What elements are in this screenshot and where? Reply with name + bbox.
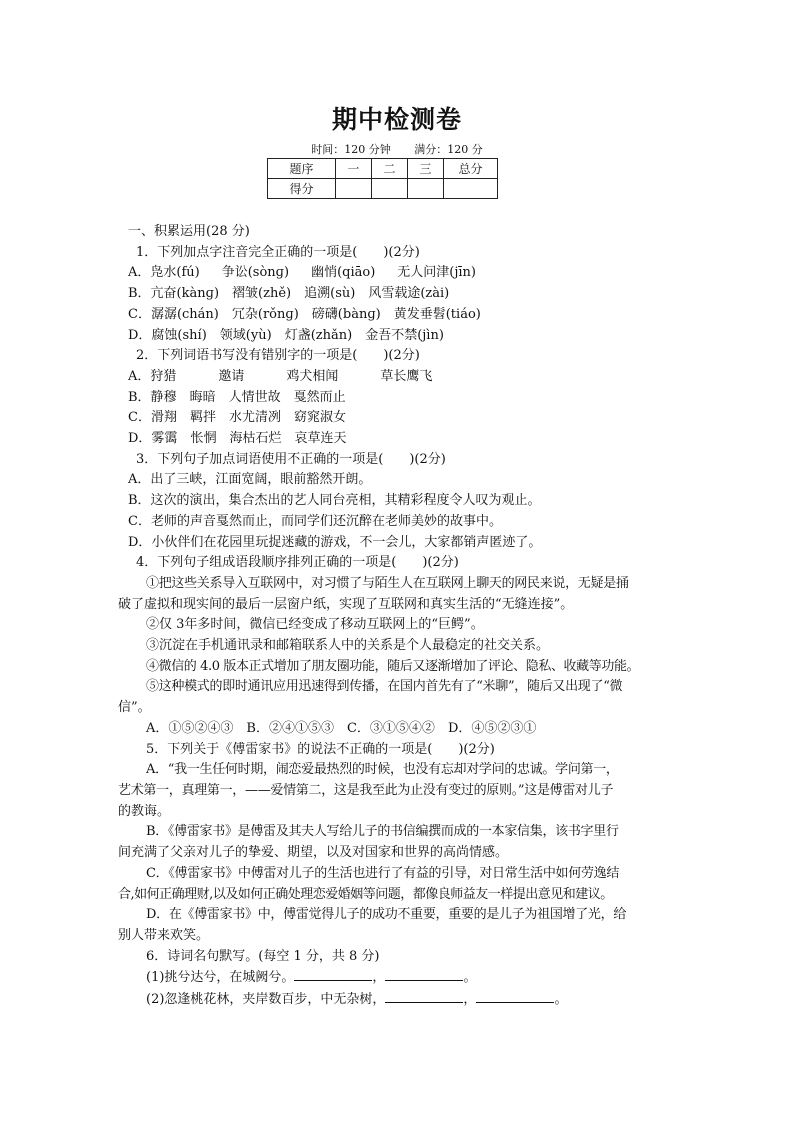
sentence-1-cont: 破了虚拟和现实间的最后一层窗户纸，实现了互联网和真实生活的“无缝连接”。 [118, 596, 574, 612]
poem-line-2 [118, 989, 680, 1011]
option-b: B．②④①⑤③ [246, 720, 334, 736]
poem-text: (1)挑兮达兮，在城阙兮。 [146, 970, 295, 986]
score-cell[interactable] [372, 179, 408, 199]
question-stem: 6．诗词名句默写。(每空 1 分，共 8 分) [146, 948, 380, 964]
option-c [118, 305, 680, 326]
option-text: A．凫水(fú) [128, 265, 200, 281]
option-text: 金吾不禁(jìn) [365, 327, 444, 343]
sentence-5: ⑤这种模式的即时通讯应用迅速得到传播，在国内首先有了“米聊”，随后又出现了“微 [146, 679, 623, 695]
question-stem: 3．下列句子加点词语使用不正确的一项是( )(2分) [136, 451, 446, 467]
option-text: 怅惘 [190, 431, 217, 447]
poem-line-1 [118, 967, 680, 989]
option-c-cont: 合,如何正确理财,以及如何正确处理恋爱婚姻等问题，都像良师益友一样提出意见和建议。 [118, 886, 613, 902]
poem-punct: 。 [463, 970, 477, 986]
score-table-header-row [268, 159, 498, 179]
question-stem: 1．下列加点字注音完全正确的一项是( )(2分) [136, 244, 420, 260]
poem-punct: 。 [554, 992, 568, 1008]
option-text: 褶皱(zhě) [232, 286, 292, 302]
score-cell[interactable] [336, 179, 372, 199]
score-table-score-row [268, 179, 498, 199]
score-cell[interactable] [408, 179, 444, 199]
option-c: C．老师的声音戛然而止，而同学们还沉醉在老师美妙的故事中。 [128, 513, 502, 529]
option-text: 草长鹰飞 [380, 368, 433, 384]
page-title: 期中检测卷 [331, 105, 462, 134]
option-text: D．雾霭 [128, 431, 178, 447]
answer-blank[interactable] [476, 989, 554, 1003]
score-table [267, 158, 498, 199]
question-stem: 2．下列词语书写没有错别字的一项是( )(2分) [136, 348, 420, 364]
option-text: 羁拌 [189, 410, 216, 426]
option-c: C．《傅雷家书》中傅雷对儿子的生活也进行了有益的引导，对日常生活中如何劳逸结 [146, 865, 620, 881]
option-text: 磅礴(bànɡ) [311, 306, 381, 322]
option-text: 晦暗 [189, 389, 216, 405]
option-text: A．狩猎 [128, 368, 177, 384]
poem-punct: ， [463, 992, 477, 1008]
option-c: C．③①⑤④② [346, 720, 435, 736]
exam-meta [0, 141, 794, 157]
option-text: 冗杂(rǒnɡ) [231, 306, 299, 322]
poem-punct: ， [372, 970, 386, 986]
option-text: B．亢奋(kànɡ) [128, 286, 220, 302]
header-cell: 三 [408, 159, 444, 179]
option-d [118, 429, 680, 450]
question-stem: 5．下列关于《傅雷家书》的说法不正确的一项是( )(2分) [146, 741, 495, 757]
answer-blank[interactable] [385, 989, 463, 1003]
option-text: 窈窕淑女 [294, 410, 347, 426]
score-cell[interactable] [444, 179, 498, 199]
option-b [118, 388, 680, 409]
answer-blank[interactable] [385, 967, 463, 981]
option-text: 领域(yù) [219, 327, 272, 343]
option-b-cont: 间充满了父亲对儿子的挚爱、期望，以及对国家和世界的高尚情感。 [118, 845, 509, 861]
order-options [118, 719, 680, 740]
option-d: D．小伙伴们在花园里玩捉迷藏的游戏，不一会儿，大家都销声匿迹了。 [128, 534, 542, 550]
option-d: D．④⑤②③① [447, 720, 537, 736]
option-text: 水尤清冽 [229, 410, 282, 426]
option-b: B．这次的演出，集合杰出的艺人同台亮相，其精彩程度令人叹为观止。 [128, 493, 541, 509]
option-d-cont: 别人带来欢笑。 [118, 927, 210, 943]
option-text: 黄发垂髫(tiáo) [393, 306, 481, 322]
option-text: 幽悄(qiāo) [311, 265, 376, 281]
poem-text: (2)忽逢桃花林，夹岸数百步，中无杂树， [146, 992, 386, 1008]
option-text: 邀请 [218, 368, 245, 384]
option-d [118, 326, 680, 347]
option-text: C．滑翔 [128, 410, 177, 426]
section-heading: 一、积累运用(28 分) [128, 224, 250, 239]
option-text: 哀草连天 [294, 431, 347, 447]
option-text: 风雪载途(zài) [368, 286, 450, 302]
option-text: 灯盏(zhǎn) [284, 327, 353, 343]
option-text: 鸡犬相闻 [286, 368, 339, 384]
option-a-cont: 艺术第一，真理第一，——爱情第二，这是我至此为止没有变过的原则。”这是傅雷对儿子 [118, 782, 614, 798]
header-cell: 题序 [268, 159, 336, 179]
sentence-1: ①把这些关系导入互联网中，对习惯了与陌生人在互联网上聊天的网民来说，无疑是捅 [146, 575, 629, 591]
option-a [118, 263, 680, 284]
sentence-2: ②仅 3年多时间，微信已经变成了移动互联网上的“巨鳄”。 [146, 617, 484, 633]
option-c [118, 408, 680, 429]
answer-blank[interactable] [294, 967, 372, 981]
exam-content [118, 222, 680, 1011]
header-cell: 二 [372, 159, 408, 179]
option-text: 追溯(sù) [304, 286, 356, 302]
option-text: D．腐蚀(shí) [128, 327, 207, 343]
option-text: C．潺潺(chán) [128, 306, 219, 322]
full-score: 满分：120 分 [414, 143, 483, 156]
question-stem: 4．下列句子组成语段顺序排列正确的一项是( )(2分) [136, 555, 459, 571]
sentence-5-cont: 信”。 [118, 700, 151, 716]
option-a: A．①⑤②④③ [146, 720, 234, 736]
option-text: 无人问津(jīn) [397, 265, 476, 281]
header-cell: 一 [336, 159, 372, 179]
time-limit: 时间：120 分钟 [311, 143, 391, 156]
option-b [118, 284, 680, 305]
option-text: B．静穆 [128, 389, 177, 405]
option-a-cont: 的教诲。 [118, 803, 171, 819]
option-a: A．出了三峡，江面宽阔，眼前豁然开朗。 [128, 472, 372, 488]
header-cell: 总分 [444, 159, 498, 179]
option-a [118, 367, 680, 388]
row-label: 得分 [268, 179, 336, 199]
sentence-4: ④微信的 4.0 版本正式增加了朋友圈功能，随后又逐渐增加了评论、隐私、收藏等功能。 [146, 658, 640, 674]
option-d: D．在《傅雷家书》中，傅雷觉得儿子的成功不重要，重要的是儿子为祖国增了光，给 [146, 907, 627, 923]
option-text: 海枯石烂 [229, 431, 282, 447]
option-text: 争讼(sònɡ) [221, 265, 290, 281]
option-text: 人情世故 [228, 389, 281, 405]
sentence-3: ③沉淀在手机通讯录和邮箱联系人中的关系是个人最稳定的社交关系。 [146, 638, 550, 654]
option-text: 戛然而止 [293, 389, 346, 405]
option-a: A．“我一生任何时期，闹恋爱最热烈的时候，也没有忘却对学问的忠诚。学问第一， [146, 762, 619, 778]
option-b: B．《傅雷家书》是傅雷及其夫人写给儿子的书信编撰而成的一本家信集，该书字里行 [146, 824, 619, 840]
